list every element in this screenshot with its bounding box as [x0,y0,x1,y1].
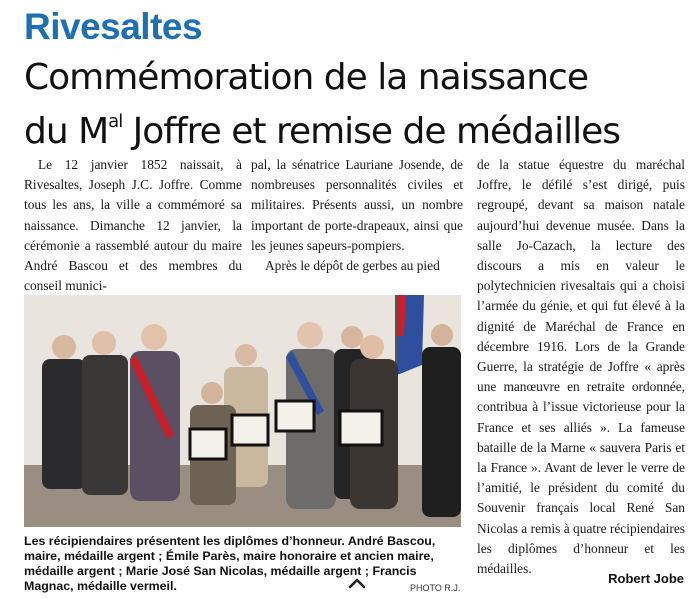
article-kicker: Rivesaltes [24,6,203,47]
article-paragraph: pal, la sénatrice Lauriane Josende, de nombreuses personnalités civiles et militaires. Présents aussi, un nombre important de porte-drapeaux, ainsi que les jeunes sapeurs-pompiers. [251,157,463,253]
chevron-up-icon [348,577,366,589]
photo-illustration [24,295,461,527]
article-paragraph: de la statue équestre du maréchal Joffre, le défilé s’est dirigé, puis regroupé, devant sa maison natale aujourd’hui devenue musée. Dans la salle Jo-Cazach, la lecture des discours a mis en valeur le polytechnicien rivesaltais qui a choisi l’armée du génie, et qui fut élevé à la dignité de Maréchal de France en décembre 1916. Lors de la Grande Guerre, la stratégie de Joffre « après une manœuvre en retraite ordonnée, contribua à l’issue victorieuse pour la France et ses alliés ». La fameuse bataille de la Marne « sauvera Paris et la France ». Avant de lever le verre de l’amitié, le président du comité du Souvenir français local René San Nicolas a remis à quatre récipiendaires les diplômes d’honneur et les médailles. [477,157,685,577]
scroll-up-button[interactable] [346,574,368,592]
article-paragraph: Le 12 janvier 1852 naissait, à Rivesaltes, Joseph J.C. Joffre. Comme tous les ans, la ville a commémoré sa naissance. Dimanche 12 janvier, la cérémonie a rassemblé autour du maire André Bascou et des membres du conseil munici- [24,157,242,294]
article-photo [24,295,461,527]
headline-line2-start: du M [24,111,109,152]
photo-credit: PHOTO R.J. [410,583,461,593]
headline-line1: Commémoration de la naissance [24,57,588,98]
article-column-3 [477,155,685,579]
article-column-2 [251,155,463,276]
article-column-1 [24,155,242,296]
photo-caption: Les récipiendaires présentent les diplômes d’honneur. André Bascou, maire, médaille argent ; Émile Parès, maire honoraire et ancien maire, médaille argent ; Marie José San Nicolas, médaille argent ; Francis Magnac, médaille vermeil. [24,534,436,593]
article-paragraph: Après le dépôt de gerbes au pied [265,258,440,274]
article-headline [24,56,694,154]
headline-line2-end: Joffre et remise de médailles [122,111,621,152]
headline-abbrev-sup: al [108,111,123,132]
article-author: Robert Jobe [608,571,684,586]
